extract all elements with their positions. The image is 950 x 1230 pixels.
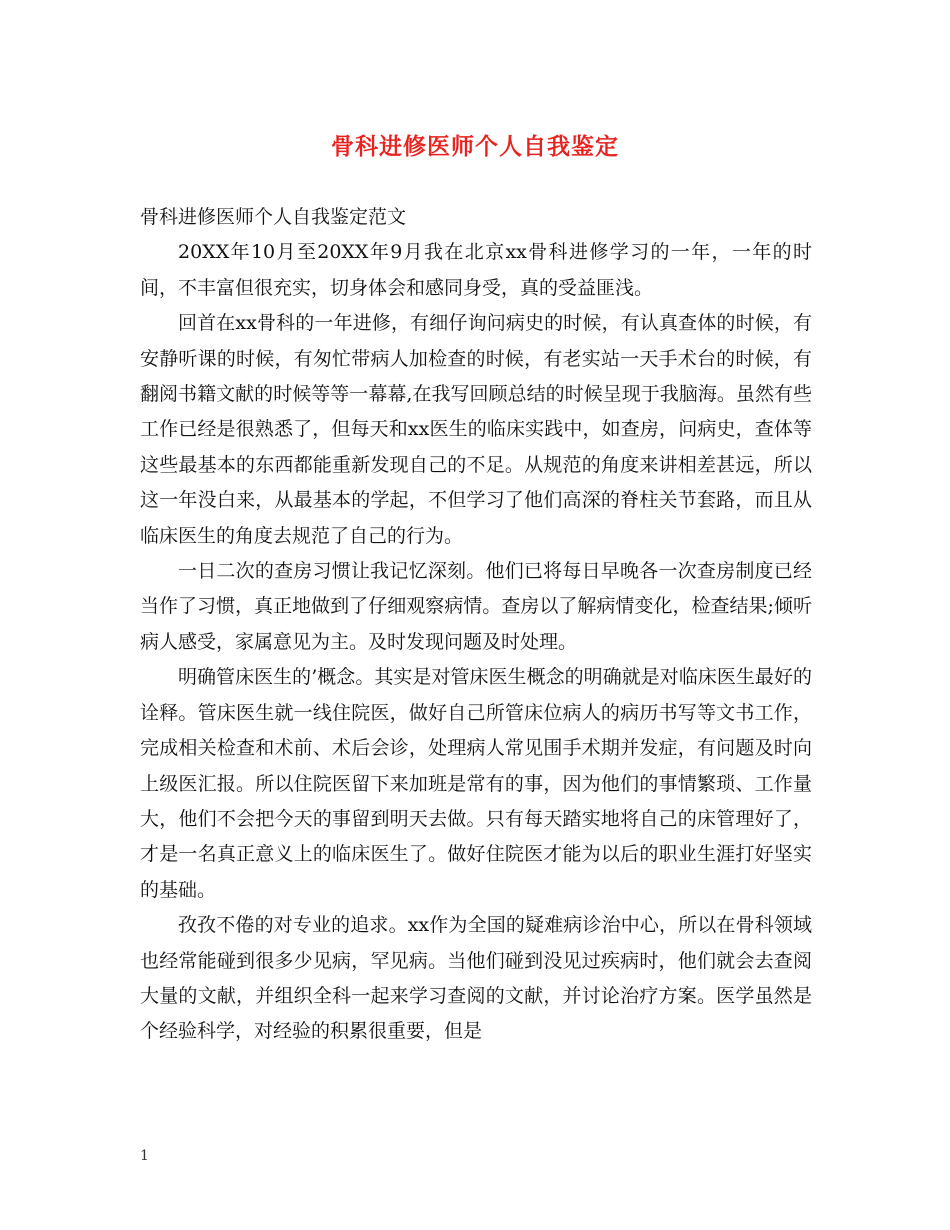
- paragraph-2: 回首在xx骨科的一年进修，有细仔询问病史的时候，有认真查体的时候，有安静听课的时候，有匆忙带病人加检查的时候，有老实站一天手术台的时候，有翻阅书籍文献的时候等等一幕幕,在我写回顾总结的时候呈现于我脑海。虽然有些工作已经是很熟悉了，但每天和xx医生的临床实践中，如查房，问病史，查体等这些最基本的东西都能重新发现自己的不足。从规范的角度来讲相差甚远，所以这一年没白来，从最基本的学起，不但学习了他们高深的脊柱关节套路，而且从临床医生的角度去规范了自己的行为。: [140, 312, 812, 547]
- page-number: 1: [140, 1148, 149, 1164]
- document-subtitle: 骨科进修医师个人自我鉴定范文: [140, 206, 407, 228]
- document-title: 骨科进修医师个人自我鉴定: [331, 133, 619, 160]
- document-body: [140, 200, 812, 1050]
- paragraph-3: 一日二次的查房习惯让我记忆深刻。他们已将每日早晚各一次查房制度已经当作了习惯，真正地做到了仔细观察病情。查房以了解病情变化，检查结果;倾听病人感受，家属意见为主。及时发现问题及时处理。: [140, 560, 812, 653]
- paragraph-4: 明确管床医生的’概念。其实是对管床医生概念的明确就是对临床医生最好的诠释。管床医生就一线住院医，做好自己所管床位病人的病历书写等文书工作，完成相关检查和术前、术后会诊，处理病人常见围手术期并发症，有问题及时向上级医汇报。所以住院医留下来加班是常有的事，因为他们的事情繁琐、工作量大，他们不会把今天的事留到明天去做。只有每天踏实地将自己的床管理好了，才是一名真正意义上的临床医生了。做好住院医才能为以后的职业生涯打好坚实的基础。: [140, 666, 812, 901]
- paragraph-1: 20XX年10月至20XX年9月我在北京xx骨科进修学习的一年，一年的时间，不丰富但很充实，切身体会和感同身受，真的受益匪浅。: [140, 241, 812, 299]
- paragraph-5: 孜孜不倦的对专业的追求。xx作为全国的疑难病诊治中心，所以在骨科领域也经常能碰到很多少见病，罕见病。当他们碰到没见过疾病时，他们就会去查阅大量的文献，并组织全科一起来学习查阅的文献，并讨论治疗方案。医学虽然是个经验科学，对经验的积累很重要，但是: [140, 914, 812, 1043]
